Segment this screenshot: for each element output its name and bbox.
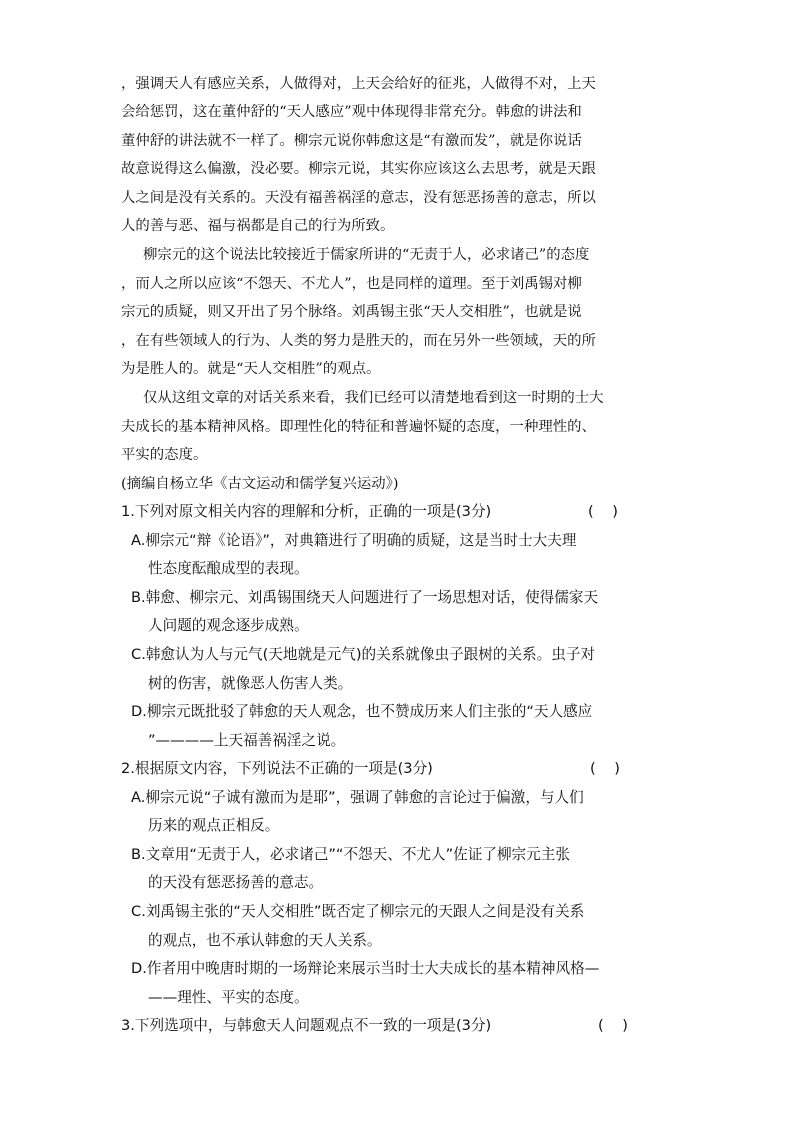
question-1-option-a: A.柳宗元“辩《论语》”，对典籍进行了明确的质疑，这是当时士大夫理 [131, 532, 577, 549]
question-1-stem: 1.下列对原文相关内容的理解和分析，正确的一项是(3分) [121, 503, 492, 520]
question-1-option-b: B.韩愈、柳宗元、刘禹锡围绕天人问题进行了一场思想对话，使得儒家天 [131, 589, 599, 606]
question-2-stem: 2.根据原文内容，下列说法不正确的一项是(3分) [121, 760, 433, 777]
question-2-option-d-cont: ——理性、平实的态度。 [148, 989, 309, 1006]
question-2-option-a-cont: 历来的观点正相反。 [148, 817, 280, 834]
passage-line: 人之间是没有关系的。天没有福善祸淫的意志，没有惩恶扬善的意志，所以 [121, 190, 596, 206]
question-3-stem: 3.下列选项中，与韩愈天人问题观点不一致的一项是(3分) [121, 1017, 492, 1034]
passage-line: 平实的态度。 [121, 447, 208, 463]
question-1-option-d: D.柳宗元既批驳了韩愈的天人观念，也不赞成历来人们主张的“天人感应 [131, 703, 593, 720]
question-1-option-c-cont: 树的伤害，就像恶人伤害人类。 [148, 675, 353, 692]
question-2-option-c-cont: 的观点，也不承认韩愈的天人关系。 [148, 932, 382, 949]
question-2-option-d: D.作者用中晚唐时期的一场辩论来展示当时士大夫成长的基本精神风格— [131, 960, 600, 977]
passage-line: ，强调天人有感应关系，人做得对，上天会给好的征兆，人做得不对，上天 [121, 76, 596, 92]
passage-line: 夫成长的基本精神风格。即理性化的特征和普遍怀疑的态度，一种理性的、 [121, 419, 596, 435]
passage-line: 会给惩罚，这在董仲舒的“天人感应”观中体现得非常充分。韩愈的讲法和 [121, 104, 582, 120]
question-2-option-a: A.柳宗元说“子诚有激而为是耶”，强调了韩愈的言论过于偏激，与人们 [131, 789, 584, 806]
passage-line: 仅从这组文章的对话关系来看，我们已经可以清楚地看到这一时期的士大 [143, 390, 604, 406]
question-1-option-b-cont: 人问题的观念逐步成熟。 [148, 617, 309, 634]
passage-line: 柳宗元的这个说法比较接近于儒家所讲的“无责于人，必求诸己”的态度 [143, 247, 590, 263]
question-1-option-a-cont: 性态度酝酿成型的表现。 [148, 560, 309, 577]
question-2-option-b-cont: 的天没有惩恶扬善的意志。 [148, 874, 324, 891]
passage-line: 董仲舒的讲法就不一样了。柳宗元说你韩愈这是“有激而发”，就是你说话 [121, 133, 582, 149]
question-1-option-c: C.韩愈认为人与元气(天地就是元气)的关系就像虫子跟树的关系。虫子对 [131, 646, 596, 663]
question-2-option-b: B.文章用“无责于人，必求诸己”“不怨天、不尤人”佐证了柳宗元主张 [131, 846, 570, 863]
question-2-option-c: C.刘禹锡主张的“天人交相胜”既否定了柳宗元的天跟人之间是没有关系 [131, 903, 585, 920]
question-3-answer-blank[interactable]: ( ) [598, 1017, 628, 1034]
passage-line: ，而人之所以应该“不怨天、不尤人”，也是同样的道理。至于刘禹锡对柳 [121, 276, 582, 292]
question-1-option-d-cont: ”————上天福善祸淫之说。 [148, 732, 346, 749]
passage-line: 宗元的质疑，则又开出了另个脉络。刘禹锡主张“天人交相胜”，也就是说 [121, 304, 582, 320]
question-1-answer-blank[interactable]: ( ) [588, 503, 618, 520]
passage-line: 人的善与恶、福与祸都是自己的行为所致。 [121, 218, 395, 234]
passage-line: ，在有些领域人的行为、人类的努力是胜天的，而在另外一些领域，天的所 [121, 333, 596, 349]
passage-line: 故意说得这么偏激，没必要。柳宗元说，其实你应该这么去思考，就是天跟 [121, 161, 596, 177]
passage-line: 为是胜人的。就是“天人交相胜”的观点。 [121, 361, 381, 377]
question-2-answer-blank[interactable]: ( ) [590, 760, 620, 777]
passage-source: (摘编自杨立华《古文运动和儒学复兴运动》) [121, 476, 399, 492]
